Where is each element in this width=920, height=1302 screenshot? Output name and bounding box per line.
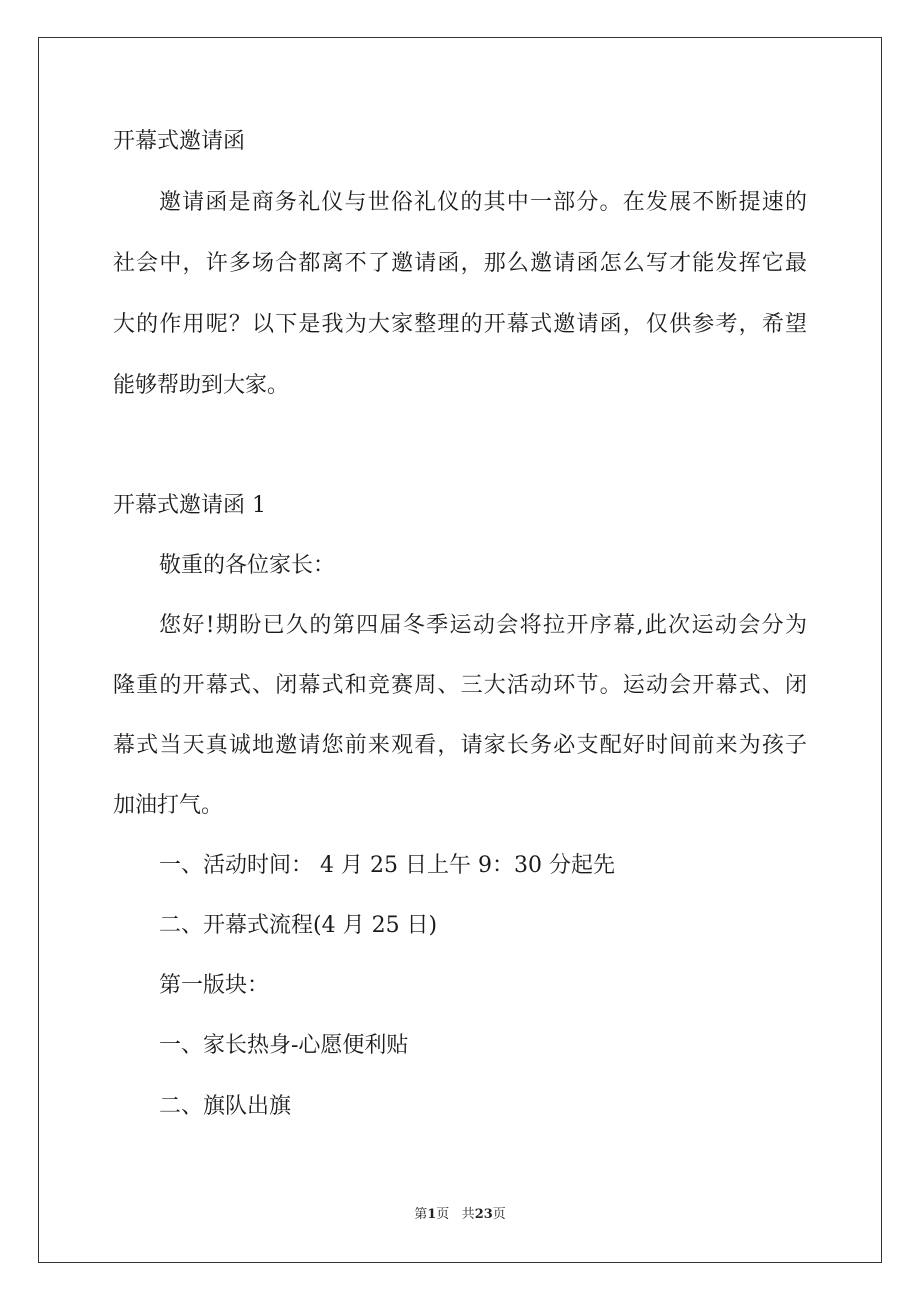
intro-line-3: 大的作用呢？以下是我为大家整理的开幕式邀请函，仅供参考，希望 <box>113 312 807 337</box>
body-line-2: 隆重的开幕式、闭幕式和竞赛周、三大活动环节。运动会开幕式、闭 <box>113 673 807 698</box>
footer-total-pages: 23 <box>474 1207 493 1222</box>
footer-page-unit: 页 <box>436 1207 450 1222</box>
list-item-activity-time: 一、活动时间： 4 月 25 日上午 9：30 分起先 <box>159 853 615 878</box>
footer-page-number: 1 <box>427 1207 437 1222</box>
section-heading: 开幕式邀请函 1 <box>113 493 266 518</box>
footer-total-unit: 页 <box>492 1207 506 1222</box>
intro-line-4: 能够帮助到大家。 <box>113 373 290 398</box>
body-line-4: 加油打气。 <box>113 793 224 818</box>
footer-total-prefix: 共 <box>461 1207 475 1222</box>
list-item-section-one: 第一版块： <box>159 973 270 998</box>
page-frame <box>38 37 882 1263</box>
salutation: 敬重的各位家长： <box>159 553 336 578</box>
list-item-flag-team: 二、旗队出旗 <box>159 1094 292 1119</box>
body-line-3: 幕式当天真诚地邀请您前来观看，请家长务必支配好时间前来为孩子 <box>113 733 807 758</box>
list-item-opening-flow: 二、开幕式流程(4 月 25 日) <box>159 913 438 938</box>
page-footer <box>0 1206 920 1224</box>
document-title: 开幕式邀请函 <box>113 129 246 154</box>
intro-line-2: 社会中，许多场合都离不了邀请函，那么邀请函怎么写才能发挥它最 <box>113 251 807 276</box>
intro-line-1: 邀请函是商务礼仪与世俗礼仪的其中一部分。在发展不断提速的 <box>159 190 807 215</box>
body-line-1: 您好!期盼已久的第四届冬季运动会将拉开序幕,此次运动会分为 <box>159 613 807 638</box>
footer-prefix: 第 <box>414 1207 428 1222</box>
list-item-parent-warmup: 一、家长热身-心愿便利贴 <box>159 1033 409 1058</box>
